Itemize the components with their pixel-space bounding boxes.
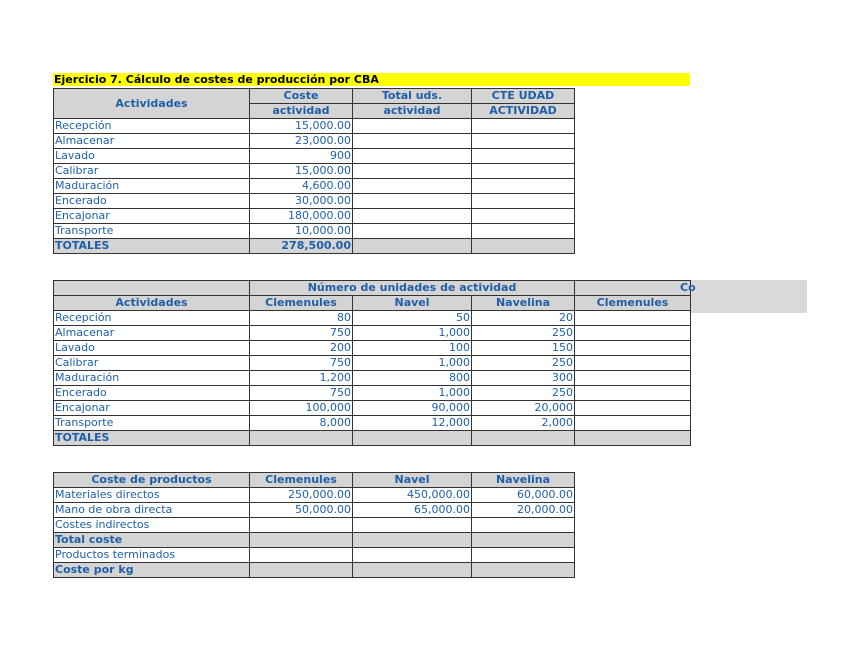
table-row (54, 341, 691, 356)
table-row (54, 518, 575, 533)
cte-udad-cell[interactable] (472, 224, 575, 239)
activity-label[interactable]: Transporte (54, 416, 250, 431)
table-row (54, 401, 691, 416)
clemenules-cost-cell[interactable] (575, 341, 691, 356)
clemenules-cell[interactable]: 8,000 (250, 416, 353, 431)
cost-label[interactable]: Productos terminados (54, 548, 250, 563)
navel-cell[interactable]: 450,000.00 (353, 488, 472, 503)
navel-cell[interactable]: 1,000 (353, 356, 472, 371)
total-uds-cell[interactable] (353, 134, 472, 149)
cut-header-text: Co (680, 281, 696, 294)
clemenules-cell[interactable] (250, 518, 353, 533)
empty-cell[interactable] (353, 239, 472, 254)
table-row (54, 416, 691, 431)
clemenules-cost-cell[interactable] (575, 326, 691, 341)
totals-row (54, 431, 691, 446)
cte-udad-cell[interactable] (472, 194, 575, 209)
clemenules-cost-cell[interactable] (575, 401, 691, 416)
total-uds-cell[interactable] (353, 119, 472, 134)
header-coste-actividad: actividad (250, 104, 353, 119)
navel-cell[interactable]: 90,000 (353, 401, 472, 416)
totals-label[interactable]: TOTALES (54, 239, 250, 254)
table-row (54, 533, 575, 548)
empty-cell[interactable] (250, 431, 353, 446)
total-uds-cell[interactable] (353, 179, 472, 194)
navelina-cell[interactable]: 300 (472, 371, 575, 386)
table-row (54, 503, 575, 518)
header-coste: Coste (250, 89, 353, 104)
clemenules-cell[interactable] (250, 548, 353, 563)
header-clemenules: Clemenules (250, 296, 353, 311)
totals-value[interactable]: 278,500.00 (250, 239, 353, 254)
navelina-cell[interactable]: 250 (472, 386, 575, 401)
navel-cell[interactable]: 1,000 (353, 386, 472, 401)
navel-cell[interactable]: 50 (353, 311, 472, 326)
cost-label[interactable]: Costes indirectos (54, 518, 250, 533)
coste-cell[interactable]: 10,000.00 (250, 224, 353, 239)
empty-header-cell (54, 281, 250, 296)
activity-label[interactable]: Encerado (54, 386, 250, 401)
coste-cell[interactable]: 15,000.00 (250, 119, 353, 134)
cte-udad-cell[interactable] (472, 179, 575, 194)
table-row (54, 119, 575, 134)
header-navel: Navel (353, 473, 472, 488)
header-actividades: Actividades (54, 296, 250, 311)
table-row (54, 488, 575, 503)
clemenules-cost-cell[interactable] (575, 416, 691, 431)
navel-cell[interactable] (353, 533, 472, 548)
navelina-cell[interactable]: 20 (472, 311, 575, 326)
header-clemenules: Clemenules (250, 473, 353, 488)
activity-label[interactable]: Lavado (54, 341, 250, 356)
clemenules-cell[interactable]: 750 (250, 386, 353, 401)
navel-cell[interactable]: 100 (353, 341, 472, 356)
total-uds-cell[interactable] (353, 224, 472, 239)
empty-cell[interactable] (353, 431, 472, 446)
total-uds-cell[interactable] (353, 149, 472, 164)
product-cost-table (53, 472, 575, 578)
cte-udad-cell[interactable] (472, 119, 575, 134)
table-row (54, 548, 575, 563)
clemenules-cell[interactable]: 80 (250, 311, 353, 326)
header-navelina: Navelina (472, 296, 575, 311)
activity-label[interactable]: Maduración (54, 179, 250, 194)
navelina-cell[interactable]: 20,000 (472, 401, 575, 416)
activity-label[interactable]: Almacenar (54, 326, 250, 341)
cost-label[interactable]: Mano de obra directa (54, 503, 250, 518)
clemenules-cell[interactable] (250, 563, 353, 578)
clemenules-cell[interactable]: 100,000 (250, 401, 353, 416)
table-row (54, 356, 691, 371)
navel-cell[interactable] (353, 518, 472, 533)
activity-label[interactable]: Maduración (54, 371, 250, 386)
table-row (54, 224, 575, 239)
coste-cell[interactable]: 23,000.00 (250, 134, 353, 149)
coste-cell[interactable]: 4,600.00 (250, 179, 353, 194)
table-row (54, 179, 575, 194)
cte-udad-cell[interactable] (472, 134, 575, 149)
table-row (54, 194, 575, 209)
clemenules-cost-cell[interactable] (575, 371, 691, 386)
table-row (54, 386, 691, 401)
navelina-cell[interactable]: 60,000.00 (472, 488, 575, 503)
navelina-cell[interactable]: 20,000.00 (472, 503, 575, 518)
coste-cell[interactable]: 180,000.00 (250, 209, 353, 224)
navelina-cell[interactable]: 2,000 (472, 416, 575, 431)
clemenules-cell[interactable]: 200 (250, 341, 353, 356)
totals-row (54, 239, 575, 254)
activity-label[interactable]: Transporte (54, 224, 250, 239)
coste-cell[interactable]: 900 (250, 149, 353, 164)
table-row (54, 563, 575, 578)
table-row (54, 164, 575, 179)
header-total-uds: Total uds. (353, 89, 472, 104)
table-row (54, 326, 691, 341)
clemenules-cell[interactable]: 1,200 (250, 371, 353, 386)
cost-label[interactable]: Total coste (54, 533, 250, 548)
empty-cell[interactable] (575, 431, 691, 446)
cte-udad-cell[interactable] (472, 164, 575, 179)
clemenules-cell[interactable]: 750 (250, 356, 353, 371)
navel-cell[interactable] (353, 548, 472, 563)
table-row (54, 209, 575, 224)
clemenules-cell[interactable]: 50,000.00 (250, 503, 353, 518)
cut-header-text-wrap (574, 280, 696, 297)
activity-units-table (53, 280, 691, 446)
clemenules-cost-cell[interactable] (575, 356, 691, 371)
navelina-cell[interactable]: 250 (472, 356, 575, 371)
navel-cell[interactable]: 12,000 (353, 416, 472, 431)
total-uds-cell[interactable] (353, 209, 472, 224)
empty-cell[interactable] (472, 239, 575, 254)
navelina-cell[interactable]: 150 (472, 341, 575, 356)
total-uds-cell[interactable] (353, 164, 472, 179)
activity-label[interactable]: Calibrar (54, 356, 250, 371)
header-navel: Navel (353, 296, 472, 311)
navel-cell[interactable]: 800 (353, 371, 472, 386)
cte-udad-cell[interactable] (472, 149, 575, 164)
activity-cost-table (53, 88, 575, 254)
table-row (54, 149, 575, 164)
clemenules-cell[interactable] (250, 533, 353, 548)
table-row (54, 134, 575, 149)
cost-label[interactable]: Materiales directos (54, 488, 250, 503)
header-cte-actividad: ACTIVIDAD (472, 104, 575, 119)
activity-label[interactable]: Almacenar (54, 134, 250, 149)
activity-label[interactable]: Encajonar (54, 209, 250, 224)
header-coste-productos: Coste de productos (54, 473, 250, 488)
overflow-header-band (690, 280, 807, 313)
clemenules-cost-cell[interactable] (575, 311, 691, 326)
clemenules-cost-cell[interactable] (575, 386, 691, 401)
coste-cell[interactable]: 15,000.00 (250, 164, 353, 179)
empty-cell[interactable] (472, 431, 575, 446)
activity-label[interactable]: Lavado (54, 149, 250, 164)
header-cte-udad: CTE UDAD (472, 89, 575, 104)
exercise-title: Ejercicio 7. Cálculo de costes de producción por CBA (53, 73, 690, 86)
table-row (54, 371, 691, 386)
navelina-cell[interactable] (472, 563, 575, 578)
cte-udad-cell[interactable] (472, 209, 575, 224)
activity-label[interactable]: Calibrar (54, 164, 250, 179)
header-actividades: Actividades (54, 89, 250, 119)
cost-label[interactable]: Coste por kg (54, 563, 250, 578)
header-units-group: Número de unidades de actividad (250, 281, 575, 296)
navel-cell[interactable] (353, 563, 472, 578)
navelina-cell[interactable] (472, 548, 575, 563)
navelina-cell[interactable] (472, 518, 575, 533)
header-total-actividad: actividad (353, 104, 472, 119)
header-navelina: Navelina (472, 473, 575, 488)
activity-label[interactable]: Recepción (54, 311, 250, 326)
navel-cell[interactable]: 1,000 (353, 326, 472, 341)
clemenules-cell[interactable]: 750 (250, 326, 353, 341)
totals-label[interactable]: TOTALES (54, 431, 250, 446)
navelina-cell[interactable] (472, 533, 575, 548)
coste-cell[interactable]: 30,000.00 (250, 194, 353, 209)
table-row (54, 311, 691, 326)
navel-cell[interactable]: 65,000.00 (353, 503, 472, 518)
total-uds-cell[interactable] (353, 194, 472, 209)
activity-label[interactable]: Recepción (54, 119, 250, 134)
activity-label[interactable]: Encerado (54, 194, 250, 209)
navelina-cell[interactable]: 250 (472, 326, 575, 341)
activity-label[interactable]: Encajonar (54, 401, 250, 416)
header-clemenules-cost: Clemenules (575, 296, 691, 311)
clemenules-cell[interactable]: 250,000.00 (250, 488, 353, 503)
